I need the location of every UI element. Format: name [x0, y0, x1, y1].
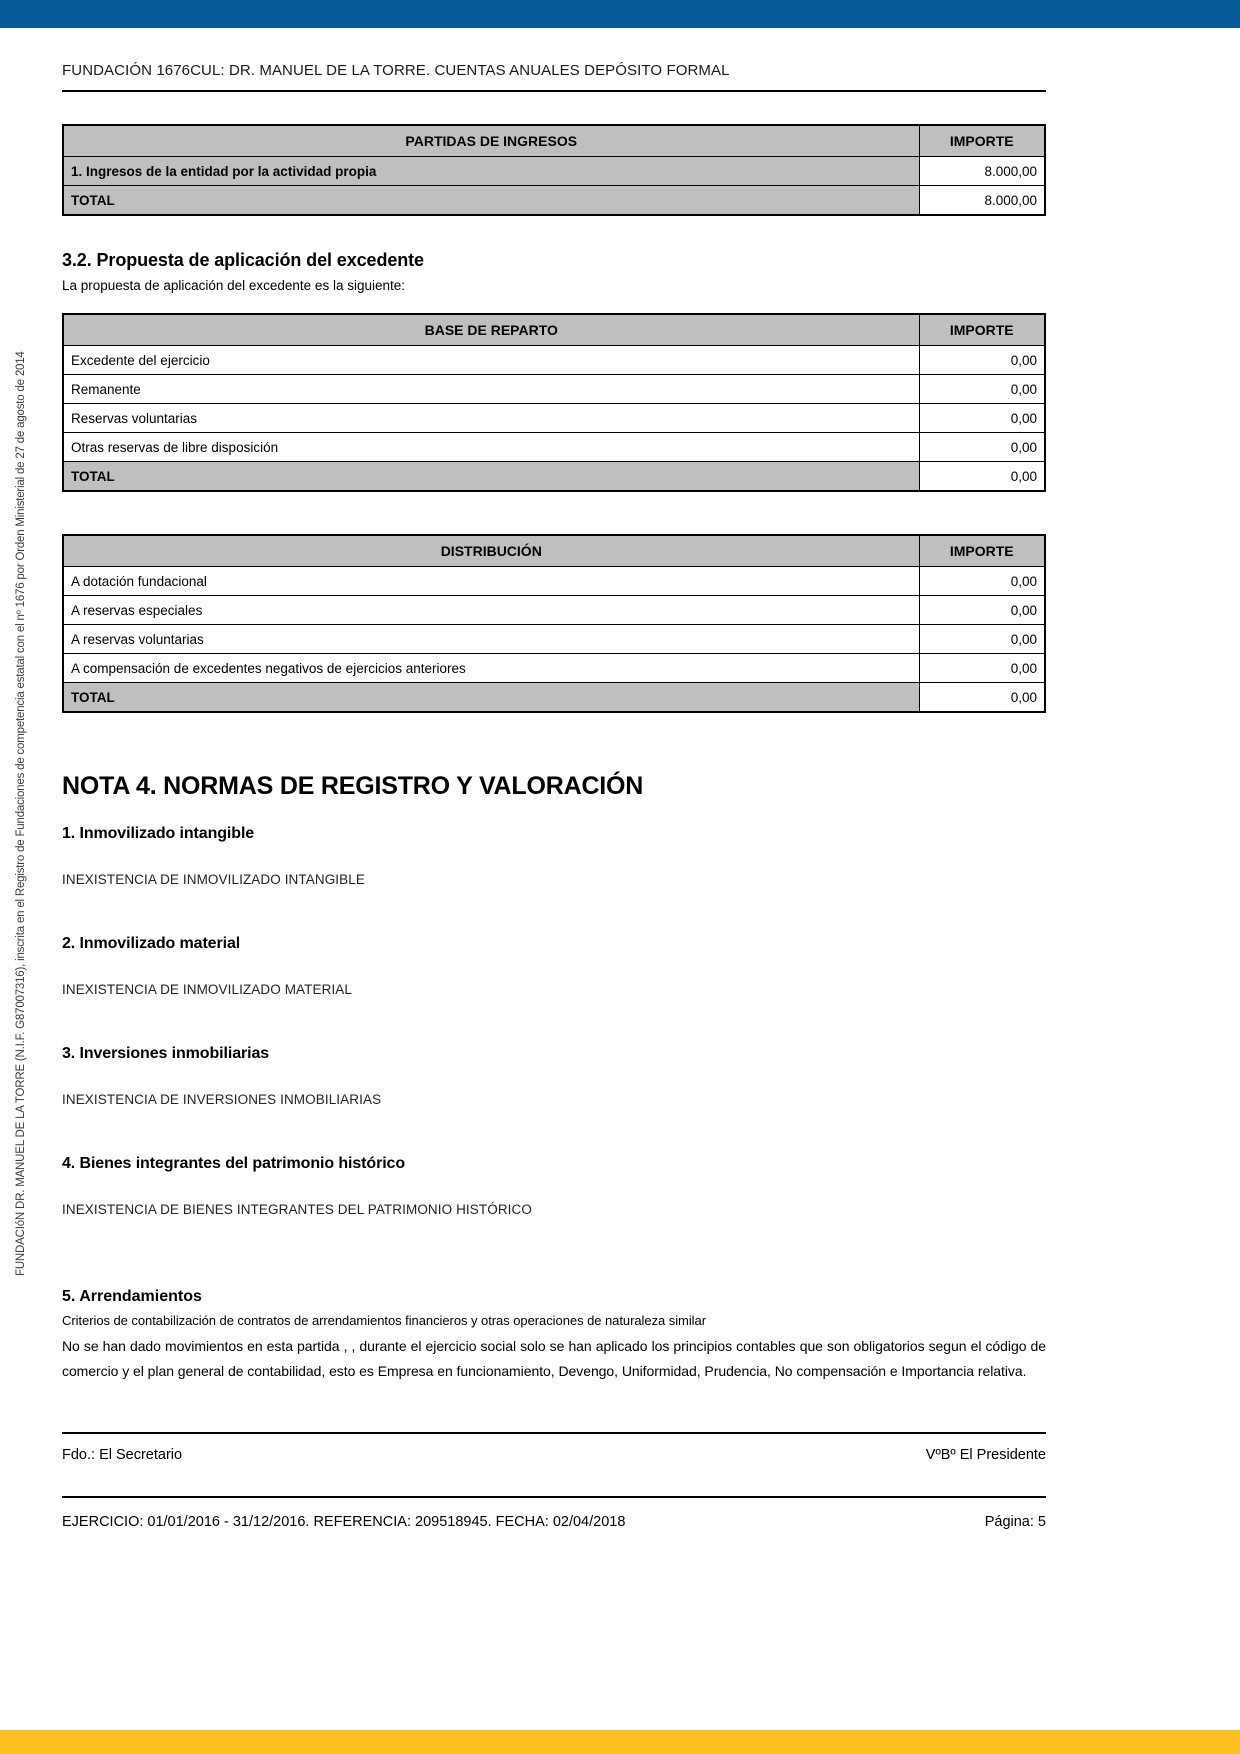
total-label: TOTAL: [63, 462, 919, 492]
total-amount: 0,00: [919, 462, 1045, 492]
row-amount: 0,00: [919, 625, 1045, 654]
table-row: [63, 375, 1045, 404]
row-label: Reservas voluntarias: [63, 404, 919, 433]
note-heading-inmovilizado-intangible: 1. Inmovilizado intangible: [62, 825, 255, 842]
total-label: TOTAL: [63, 186, 919, 216]
table-row: [63, 654, 1045, 683]
header-divider: [62, 90, 1046, 92]
column-header-importe: IMPORTE: [919, 314, 1045, 346]
note-body-patrimonio-historico: INEXISTENCIA DE BIENES INTEGRANTES DEL PATRIMONIO HISTÓRICO: [62, 1202, 532, 1217]
table-total-row: [63, 462, 1045, 492]
row-amount: 0,00: [919, 433, 1045, 462]
total-amount: 0,00: [919, 683, 1045, 713]
table-row: [63, 567, 1045, 596]
row-label: Otras reservas de libre disposición: [63, 433, 919, 462]
total-amount: 8.000,00: [919, 186, 1045, 216]
note-heading-inversiones-inmobiliarias: 3. Inversiones inmobiliarias: [62, 1045, 270, 1062]
column-header-base-reparto: BASE DE REPARTO: [63, 314, 919, 346]
row-amount: 0,00: [919, 346, 1045, 375]
footer-divider: [62, 1496, 1046, 1498]
row-amount: 0,00: [919, 375, 1045, 404]
note-body-arrendamientos: No se han dado movimientos en esta partida , , durante el ejercicio social solo se han aplicado los principios contables que son obligatorios segun el código de comercio y el plan general de contabilidad, esto es Empresa en funcionamiento, Devengo, Uniformidad, Prudencia, No compensación e Importancia relativa.: [62, 1338, 1046, 1379]
table-distribucion: [62, 534, 1046, 713]
note-body-inmovilizado-intangible: INEXISTENCIA DE INMOVILIZADO INTANGIBLE: [62, 872, 365, 887]
row-label: Excedente del ejercicio: [63, 346, 919, 375]
footer-reference: EJERCICIO: 01/01/2016 - 31/12/2016. REFERENCIA: 209518945. FECHA: 02/04/2018: [62, 1514, 626, 1530]
table-row: [63, 157, 1045, 186]
note-body-inversiones-inmobiliarias: INEXISTENCIA DE INVERSIONES INMOBILIARIAS: [62, 1092, 382, 1107]
note-heading-inmovilizado-material: 2. Inmovilizado material: [62, 935, 241, 952]
row-label: A dotación fundacional: [63, 567, 919, 596]
signature-divider: [62, 1432, 1046, 1434]
nota4-title: NOTA 4. NORMAS DE REGISTRO Y VALORACIÓN: [62, 772, 644, 800]
table-row: [63, 404, 1045, 433]
table-row: [63, 346, 1045, 375]
document-header-title: FUNDACIÓN 1676CUL: DR. MANUEL DE LA TORRE. CUENTAS ANUALES DEPÓSITO FORMAL: [62, 62, 730, 79]
table-total-row: [63, 683, 1045, 713]
note-heading-patrimonio-historico: 4. Bienes integrantes del patrimonio histórico: [62, 1155, 406, 1172]
table-row: [63, 433, 1045, 462]
row-amount: 0,00: [919, 567, 1045, 596]
row-label: A reservas voluntarias: [63, 625, 919, 654]
total-label: TOTAL: [63, 683, 919, 713]
table-header-row: [63, 535, 1045, 567]
row-amount: 8.000,00: [919, 157, 1045, 186]
section-3-2-subtitle: La propuesta de aplicación del excedente es la siguiente:: [62, 278, 405, 293]
note-heading-arrendamientos: 5. Arrendamientos: [62, 1288, 202, 1305]
document-page: [62, 0, 1046, 1754]
column-header-importe: IMPORTE: [919, 535, 1045, 567]
row-label: A compensación de excedentes negativos de ejercicios anteriores: [63, 654, 919, 683]
table-total-row: [63, 186, 1045, 216]
row-amount: 0,00: [919, 404, 1045, 433]
column-header-partidas-ingresos: PARTIDAS DE INGRESOS: [63, 125, 919, 157]
section-3-2-title: 3.2. Propuesta de aplicación del excedente: [62, 250, 424, 270]
column-header-distribucion: DISTRIBUCIÓN: [63, 535, 919, 567]
column-header-importe: IMPORTE: [919, 125, 1045, 157]
footer-page-number: Página: 5: [984, 1514, 1046, 1530]
row-amount: 0,00: [919, 596, 1045, 625]
table-row: [63, 625, 1045, 654]
note-body-inmovilizado-material: INEXISTENCIA DE INMOVILIZADO MATERIAL: [62, 982, 353, 997]
table-partidas-ingresos: [62, 124, 1046, 216]
table-row: [63, 596, 1045, 625]
row-amount: 0,00: [919, 654, 1045, 683]
sidebar-legal-note: FUNDACIóN DR. MANUEL DE LA TORRE (N.I.F. G87007316), inscrita en el Registro de Fundaciones de competencia estatal con el nº 1676 por Orden Ministerial de 27 de agosto de 2014: [15, 351, 27, 1276]
row-label: 1. Ingresos de la entidad por la actividad propia: [63, 157, 919, 186]
row-label: Remanente: [63, 375, 919, 404]
row-label: A reservas especiales: [63, 596, 919, 625]
table-base-reparto: [62, 313, 1046, 492]
signature-secretario: Fdo.: El Secretario: [62, 1447, 183, 1463]
table-header-row: [63, 314, 1045, 346]
signature-presidente: VºBº El Presidente: [925, 1447, 1046, 1463]
table-header-row: [63, 125, 1045, 157]
note-criteria-arrendamientos: Criterios de contabilización de contratos de arrendamientos financieros y otras operaciones de naturaleza similar: [62, 1313, 706, 1328]
